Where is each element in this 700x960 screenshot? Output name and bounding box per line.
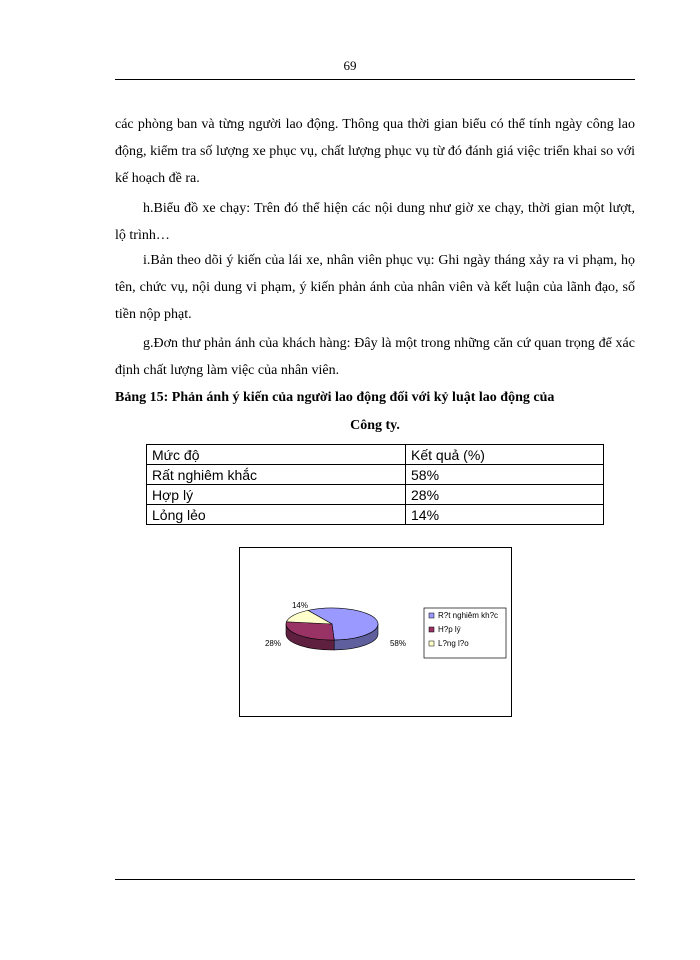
paragraph-1: các phòng ban và từng người lao động. Thông qua thời gian biểu có thể tính ngày công lao động, kiểm tra số lượng xe phục vụ, chất lượng phục vụ từ đó đánh giá việc triển khai so với kế hoạch đề ra. [115,117,635,186]
table-row [147,485,604,505]
table-header-cell: Mức độ [147,445,406,465]
legend-swatch [429,613,434,618]
legend-label: L?ng l?o [438,639,469,648]
table-cell: 58% [406,465,604,485]
paragraph-2: h.Biểu đồ xe chạy: Trên đó thể hiện các nội dung như giờ xe chạy, thời gian một lượt, lộ trình… [115,201,635,243]
paragraph-3: i.Bản theo dõi ý kiến của lái xe, nhân viên phục vụ: Ghi ngày tháng xảy ra vi phạm, họ tên, chức vụ, nội dung vi phạm, ý kiến phản ánh của nhân viên và kết luận của lãnh đạo, số tiền nộp phạt. [115,253,635,322]
pie-data-label: 28% [264,639,282,648]
legend-swatch [429,641,434,646]
table-row [147,505,604,525]
table-caption-continued: Công ty. [350,418,400,433]
paragraph-4: g.Đơn thư phản ánh của khách hàng: Đây là một trong những căn cứ quan trọng để xác định chất lượng làm việc của nhân viên. [115,336,635,378]
pie-chart-frame [239,547,512,717]
pie-chart [240,548,511,716]
table-cell: Hợp lý [147,485,406,505]
footer-rule [115,879,635,880]
table-cell: Lỏng lẻo [147,505,406,525]
pie-data-label: 14% [291,601,309,610]
results-table [146,444,604,525]
page-number: 69 [343,58,357,73]
table-header-row [147,445,604,465]
table-cell: 28% [406,485,604,505]
legend-label: R?t nghiêm kh?c [438,611,499,620]
table-header-cell: Kết quả (%) [406,445,604,465]
pie-data-label: 58% [389,639,407,648]
legend-label: H?p lý [438,625,461,634]
legend-swatch [429,627,434,632]
header-rule [115,79,635,80]
table-caption: Bảng 15: Phản ánh ý kiến của người lao động đối với kỷ luật lao động của [115,390,555,405]
table-cell: 14% [406,505,604,525]
table-cell: Rất nghiêm khắc [147,465,406,485]
table-row [147,465,604,485]
